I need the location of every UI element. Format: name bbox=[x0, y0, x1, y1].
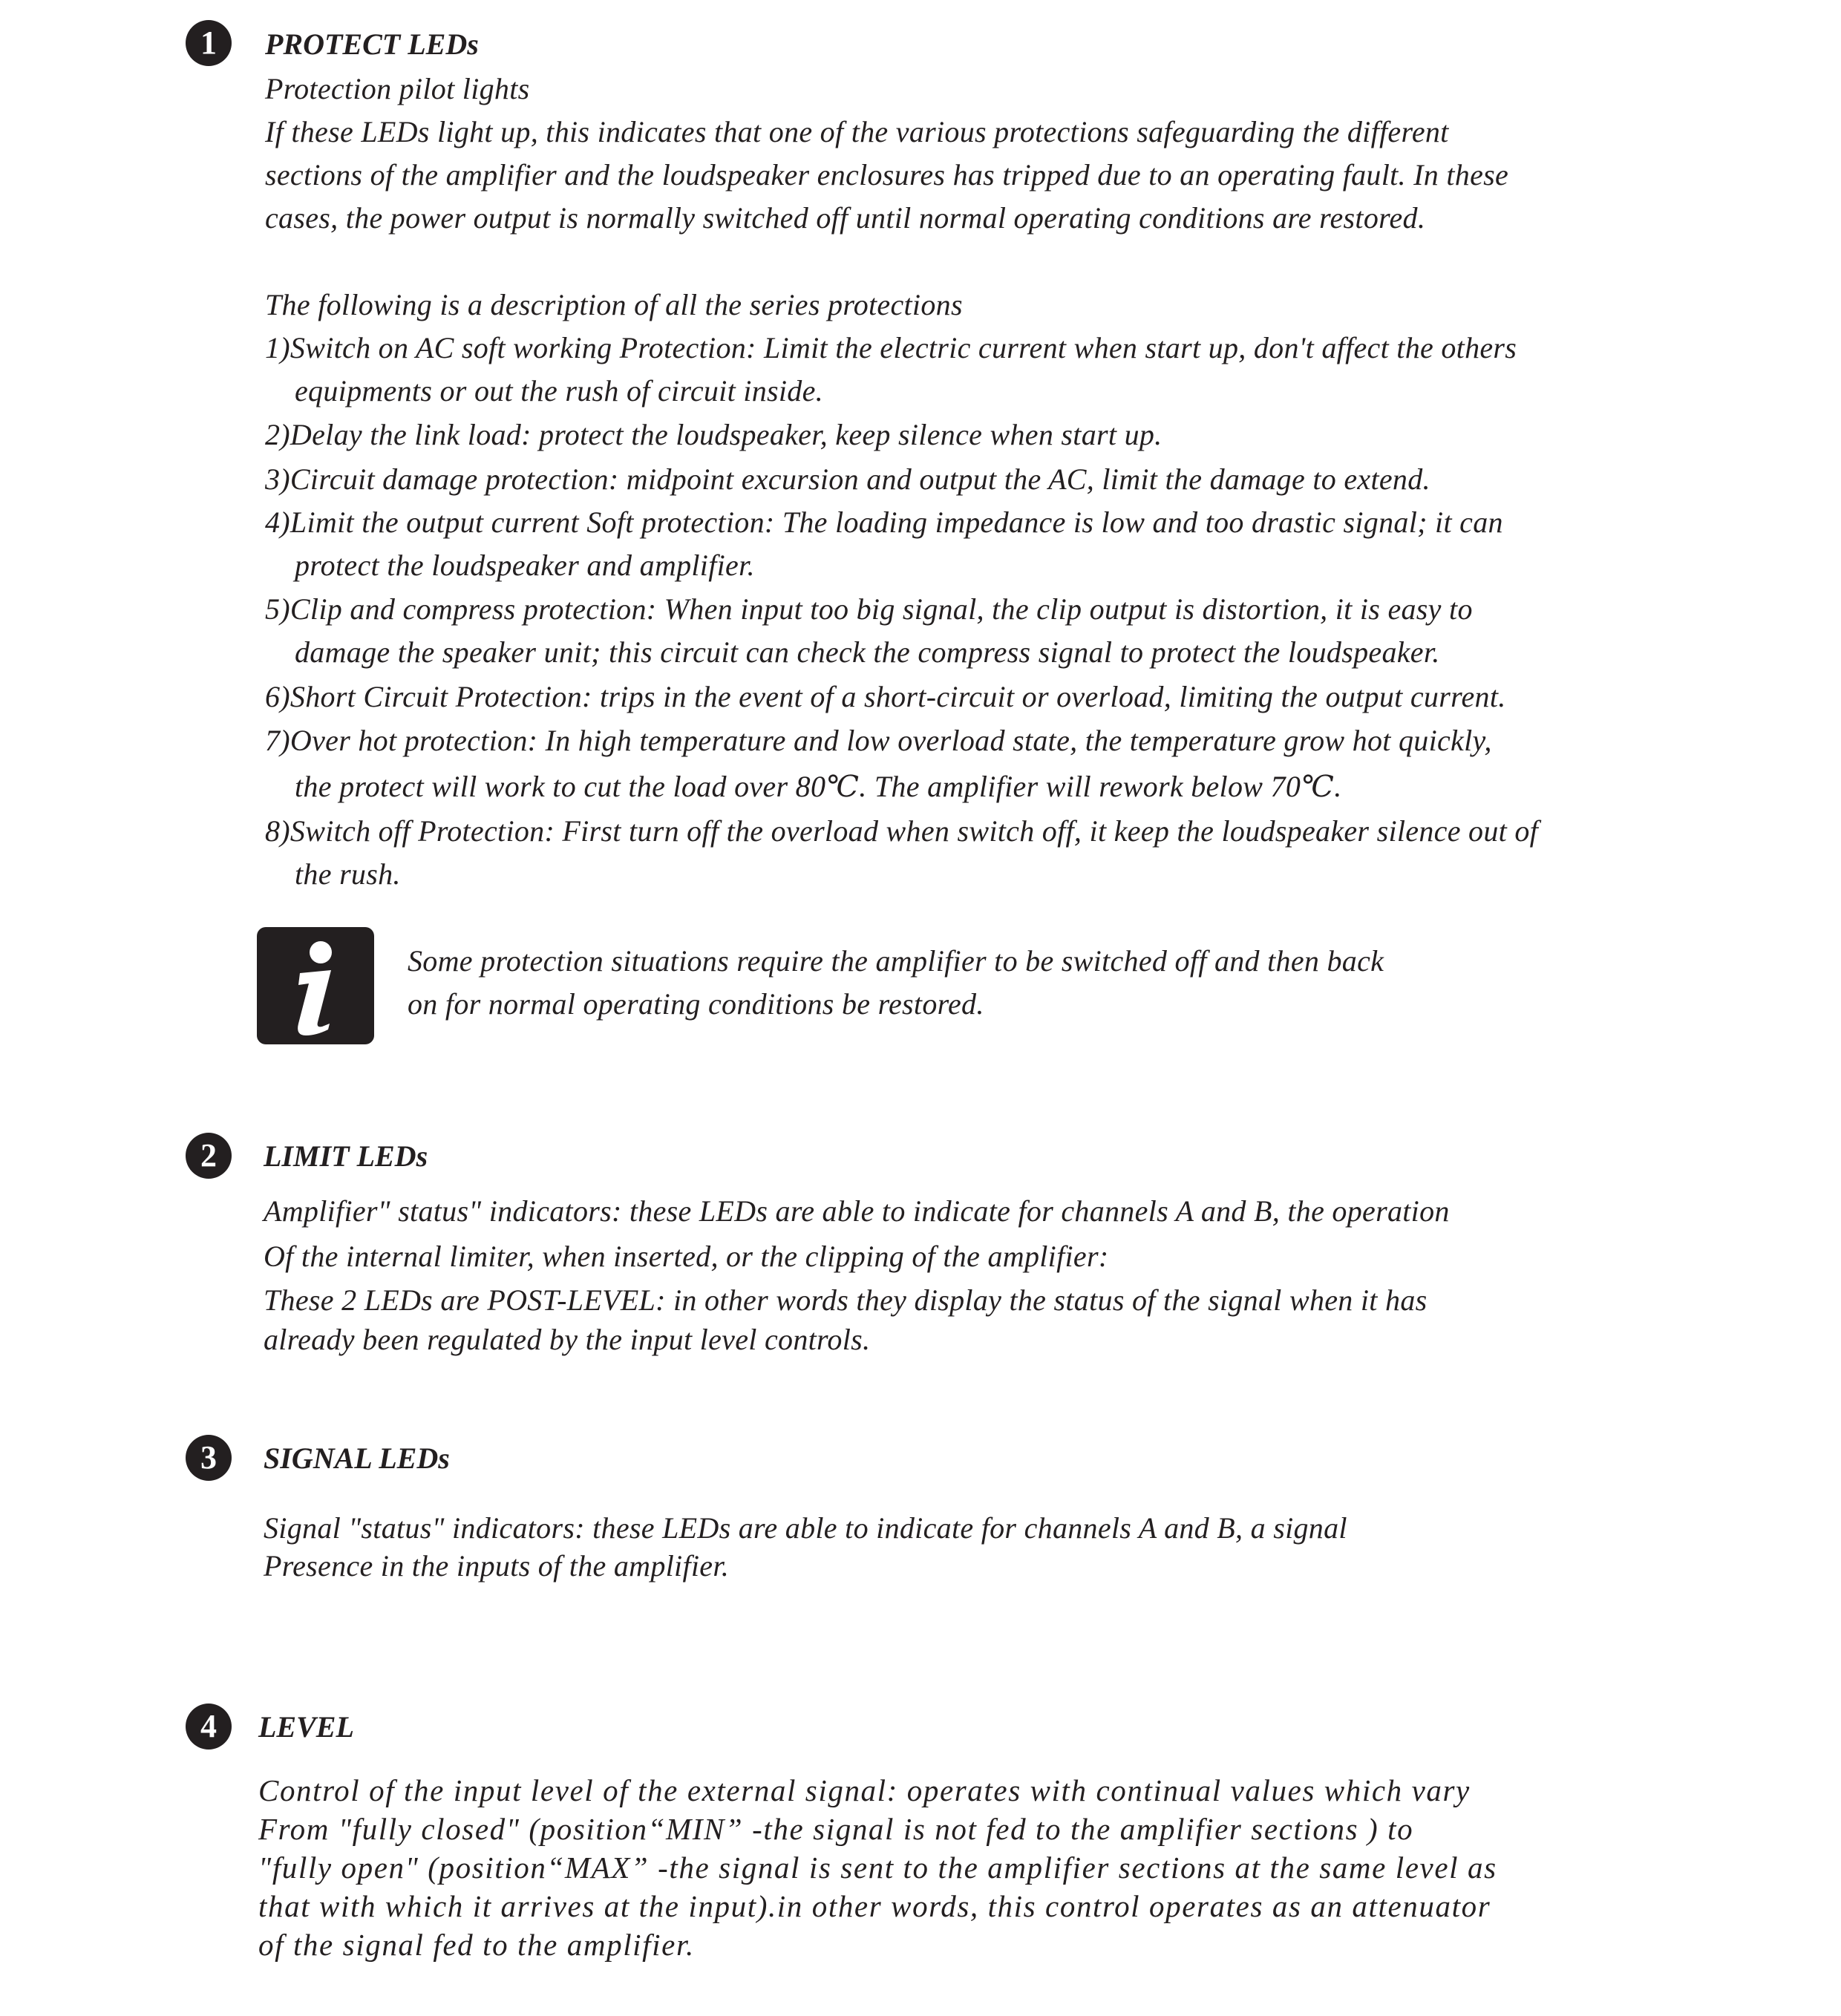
section-number-badge: 3 bbox=[186, 1435, 232, 1481]
list-item: 3)Circuit damage protection: midpoint excursion and output the AC, limit the damage to extend. bbox=[265, 462, 1430, 496]
list-item: 6)Short Circuit Protection: trips in the event of a short-circuit or overload, limiting the output current. bbox=[265, 680, 1506, 713]
body-line: that with which it arrives at the input).in other words, this control operates as an attenuator bbox=[258, 1889, 1491, 1923]
body-line: Control of the input level of the external signal: operates with continual values which vary bbox=[258, 1773, 1471, 1807]
section-number-badge: 2 bbox=[186, 1133, 232, 1179]
body-line: The following is a description of all the series protections bbox=[265, 288, 963, 321]
body-line: Protection pilot lights bbox=[265, 72, 530, 105]
section-heading: SIGNAL LEDs bbox=[264, 1441, 450, 1475]
info-icon bbox=[257, 927, 374, 1044]
list-item: 4)Limit the output current Soft protection: The loading impedance is low and too drastic signal; it can bbox=[265, 505, 1503, 539]
body-line: These 2 LEDs are POST-LEVEL: in other words they display the status of the signal when it has bbox=[264, 1283, 1428, 1317]
list-item-continuation: damage the speaker unit; this circuit can check the compress signal to protect the loudspeaker. bbox=[295, 635, 1440, 669]
section-heading: LEVEL bbox=[258, 1710, 354, 1744]
list-item: 8)Switch off Protection: First turn off the overload when switch off, it keep the loudspeaker silence out of bbox=[265, 814, 1539, 848]
list-item: 2)Delay the link load: protect the loudspeaker, keep silence when start up. bbox=[265, 418, 1163, 451]
section-heading: PROTECT LEDs bbox=[265, 27, 479, 61]
list-item-continuation: the rush. bbox=[295, 857, 401, 891]
body-line: If these LEDs light up, this indicates that one of the various protections safeguarding the different bbox=[265, 115, 1449, 148]
note-line: Some protection situations require the amplifier to be switched off and then back bbox=[408, 944, 1384, 978]
body-line: cases, the power output is normally switched off until normal operating conditions are restored. bbox=[265, 201, 1426, 235]
list-item-continuation: equipments or out the rush of circuit inside. bbox=[295, 374, 823, 408]
section-number-badge: 4 bbox=[186, 1704, 232, 1750]
body-line: Signal "status" indicators: these LEDs are able to indicate for channels A and B, a signal bbox=[264, 1511, 1347, 1545]
body-line: Presence in the inputs of the amplifier. bbox=[264, 1549, 730, 1583]
body-line: "fully open" (position“MAX” -the signal is sent to the amplifier sections at the same level as bbox=[258, 1850, 1497, 1885]
body-line: already been regulated by the input level controls. bbox=[264, 1323, 871, 1356]
list-item: 5)Clip and compress protection: When input too big signal, the clip output is distortion, it is easy to bbox=[265, 592, 1473, 626]
note-line: on for normal operating conditions be restored. bbox=[408, 987, 984, 1021]
list-item: 1)Switch on AC soft working Protection: Limit the electric current when start up, don't affect the others bbox=[265, 331, 1517, 364]
body-line: Amplifier" status" indicators: these LEDs are able to indicate for channels A and B, the operation bbox=[264, 1194, 1450, 1228]
list-item-continuation: protect the loudspeaker and amplifier. bbox=[295, 549, 755, 582]
body-line: From "fully closed" (position“MIN” -the signal is not fed to the amplifier sections ) to bbox=[258, 1812, 1414, 1846]
section-heading: LIMIT LEDs bbox=[264, 1139, 428, 1173]
list-item: 7)Over hot protection: In high temperature and low overload state, the temperature grow hot quickly, bbox=[265, 724, 1492, 757]
body-line: sections of the amplifier and the loudspeaker enclosures has tripped due to an operating fault. In these bbox=[265, 158, 1509, 192]
body-line: of the signal fed to the amplifier. bbox=[258, 1928, 695, 1962]
list-item-continuation: the protect will work to cut the load over 80℃. The amplifier will rework below 70℃. bbox=[295, 770, 1342, 803]
section-number-badge: 1 bbox=[186, 20, 232, 66]
body-line: Of the internal limiter, when inserted, or the clipping of the amplifier: bbox=[264, 1240, 1109, 1273]
